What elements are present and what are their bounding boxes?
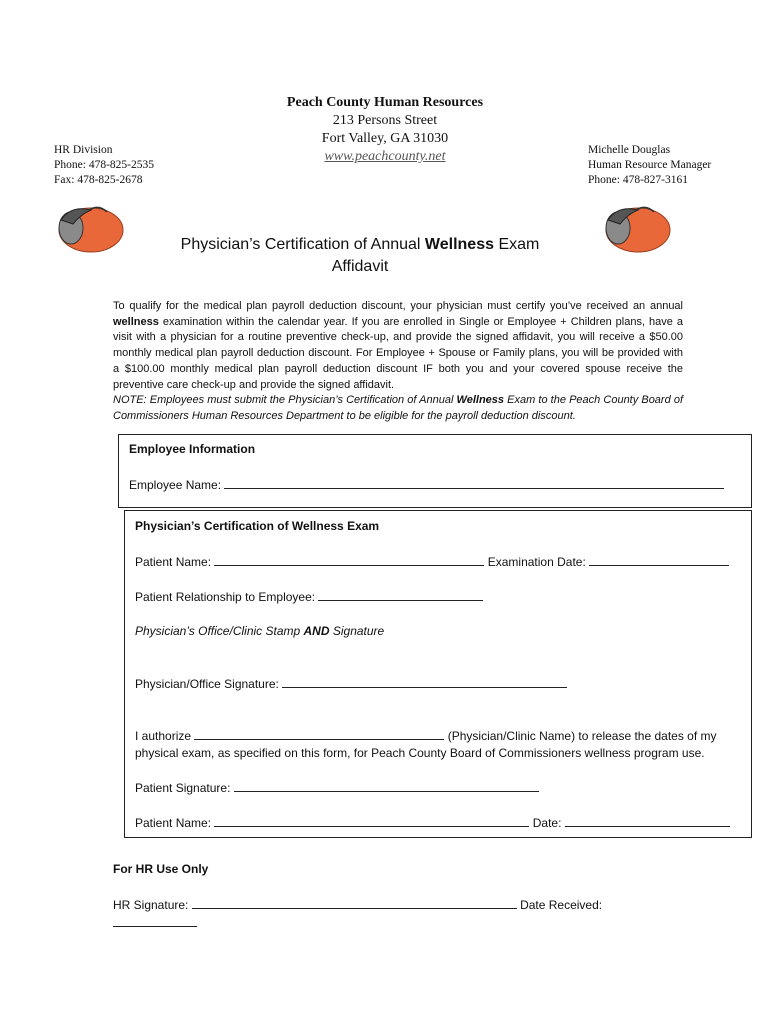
manager-name: Michelle Douglas [588,144,671,156]
organization-name: Peach County Human Resources [286,95,484,110]
manager-title: Human Resource Manager [588,159,712,171]
clinic-name-field[interactable] [194,727,444,740]
date-received-label: Date Received: [520,898,603,912]
patient-signature-label: Patient Signature: [135,781,231,795]
patient-name-field-2[interactable] [214,814,529,827]
date-received-row [113,914,197,932]
physician-section-heading: Physician’s Certification of Wellness Exam [135,519,380,533]
note-text: NOTE: Employees must submit the Physician’s Certification of Annual Wellness Exam to the Peach County Board of Commissioners Human Resources Department to be eligible for the payroll deduction discount. [113,394,684,422]
hr-signature-row [113,896,602,913]
office-signature-row [135,675,567,692]
office-signature-field[interactable] [282,675,567,688]
date-received-field[interactable] [113,914,197,927]
division-fax: Fax: 478-825-2678 [54,174,143,186]
exam-date-label: Examination Date: [487,555,586,569]
employee-section-heading: Employee Information [129,442,256,456]
patient-name-label-2: Patient Name: [135,816,212,830]
employee-name-field[interactable] [224,476,724,489]
employee-name-label: Employee Name: [129,478,222,492]
patient-signature-field[interactable] [234,779,539,792]
hr-division-contact [54,143,154,188]
address-line-2: Fort Valley, GA 31030 [321,131,449,146]
patient-name-date-row [135,814,730,831]
relationship-row [135,588,483,605]
form-title: Physician’s Certification of Annual Wellness Exam Affidavit [0,234,720,278]
date-field[interactable] [565,814,730,827]
hr-manager-contact [588,143,711,188]
office-signature-label: Physician/Office Signature: [135,677,279,691]
authorize-line-2: physical exam, as specified on this form, for Peach County Board of Commissioners wellness program use. [135,746,705,760]
date-label: Date: [532,816,562,830]
patient-name-field[interactable] [214,553,484,566]
authorize-row: I authorize (Physician/Clinic Name) to release the dates of my [135,729,717,743]
website-link[interactable]: www.peachcounty.net [324,149,446,164]
patient-name-row [135,553,729,570]
relationship-label: Patient Relationship to Employee: [135,590,316,604]
patient-name-label: Patient Name: [135,555,212,569]
form-subtitle: Affidavit [331,258,389,275]
address-line-1: 213 Persons Street [332,113,438,128]
employee-name-row [129,476,724,493]
relationship-field[interactable] [318,588,483,601]
hr-signature-field[interactable] [192,896,517,909]
hr-signature-label: HR Signature: [113,898,189,912]
exam-date-field[interactable] [589,553,729,566]
division-phone: Phone: 478-825-2535 [54,159,154,171]
hr-use-heading: For HR Use Only [113,862,209,876]
manager-phone: Phone: 478-827-3161 [588,174,688,186]
division-label: HR Division [54,144,113,156]
intro-paragraph: To qualify for the medical plan payroll deduction discount, your physician must certify you’ve received an annual wellness examination within the calendar year. If you are enrolled in Single or Employee + Children plans, have a visit with a physician for a routine preventive check-up, and provide the signed affidavit, you will receive a $50.00 monthly medical plan payroll deduction discount. For Employee + Spouse or Family plans, you will be provided with a $100.00 monthly medical plan payroll deduction discount IF both you and your covered spouse receive the preventive care check-up and provide the signed affidavit. NOTE: Employees must submit the Physician’s Certification of Annual Wellness Exam to the Peach County Board of Commissioners Human Resources Department to be eligible for the payroll deduction discount. [113,299,683,425]
stamp-instruction: Physician’s Office/Clinic Stamp AND Signature [135,624,385,638]
patient-signature-row [135,779,539,796]
